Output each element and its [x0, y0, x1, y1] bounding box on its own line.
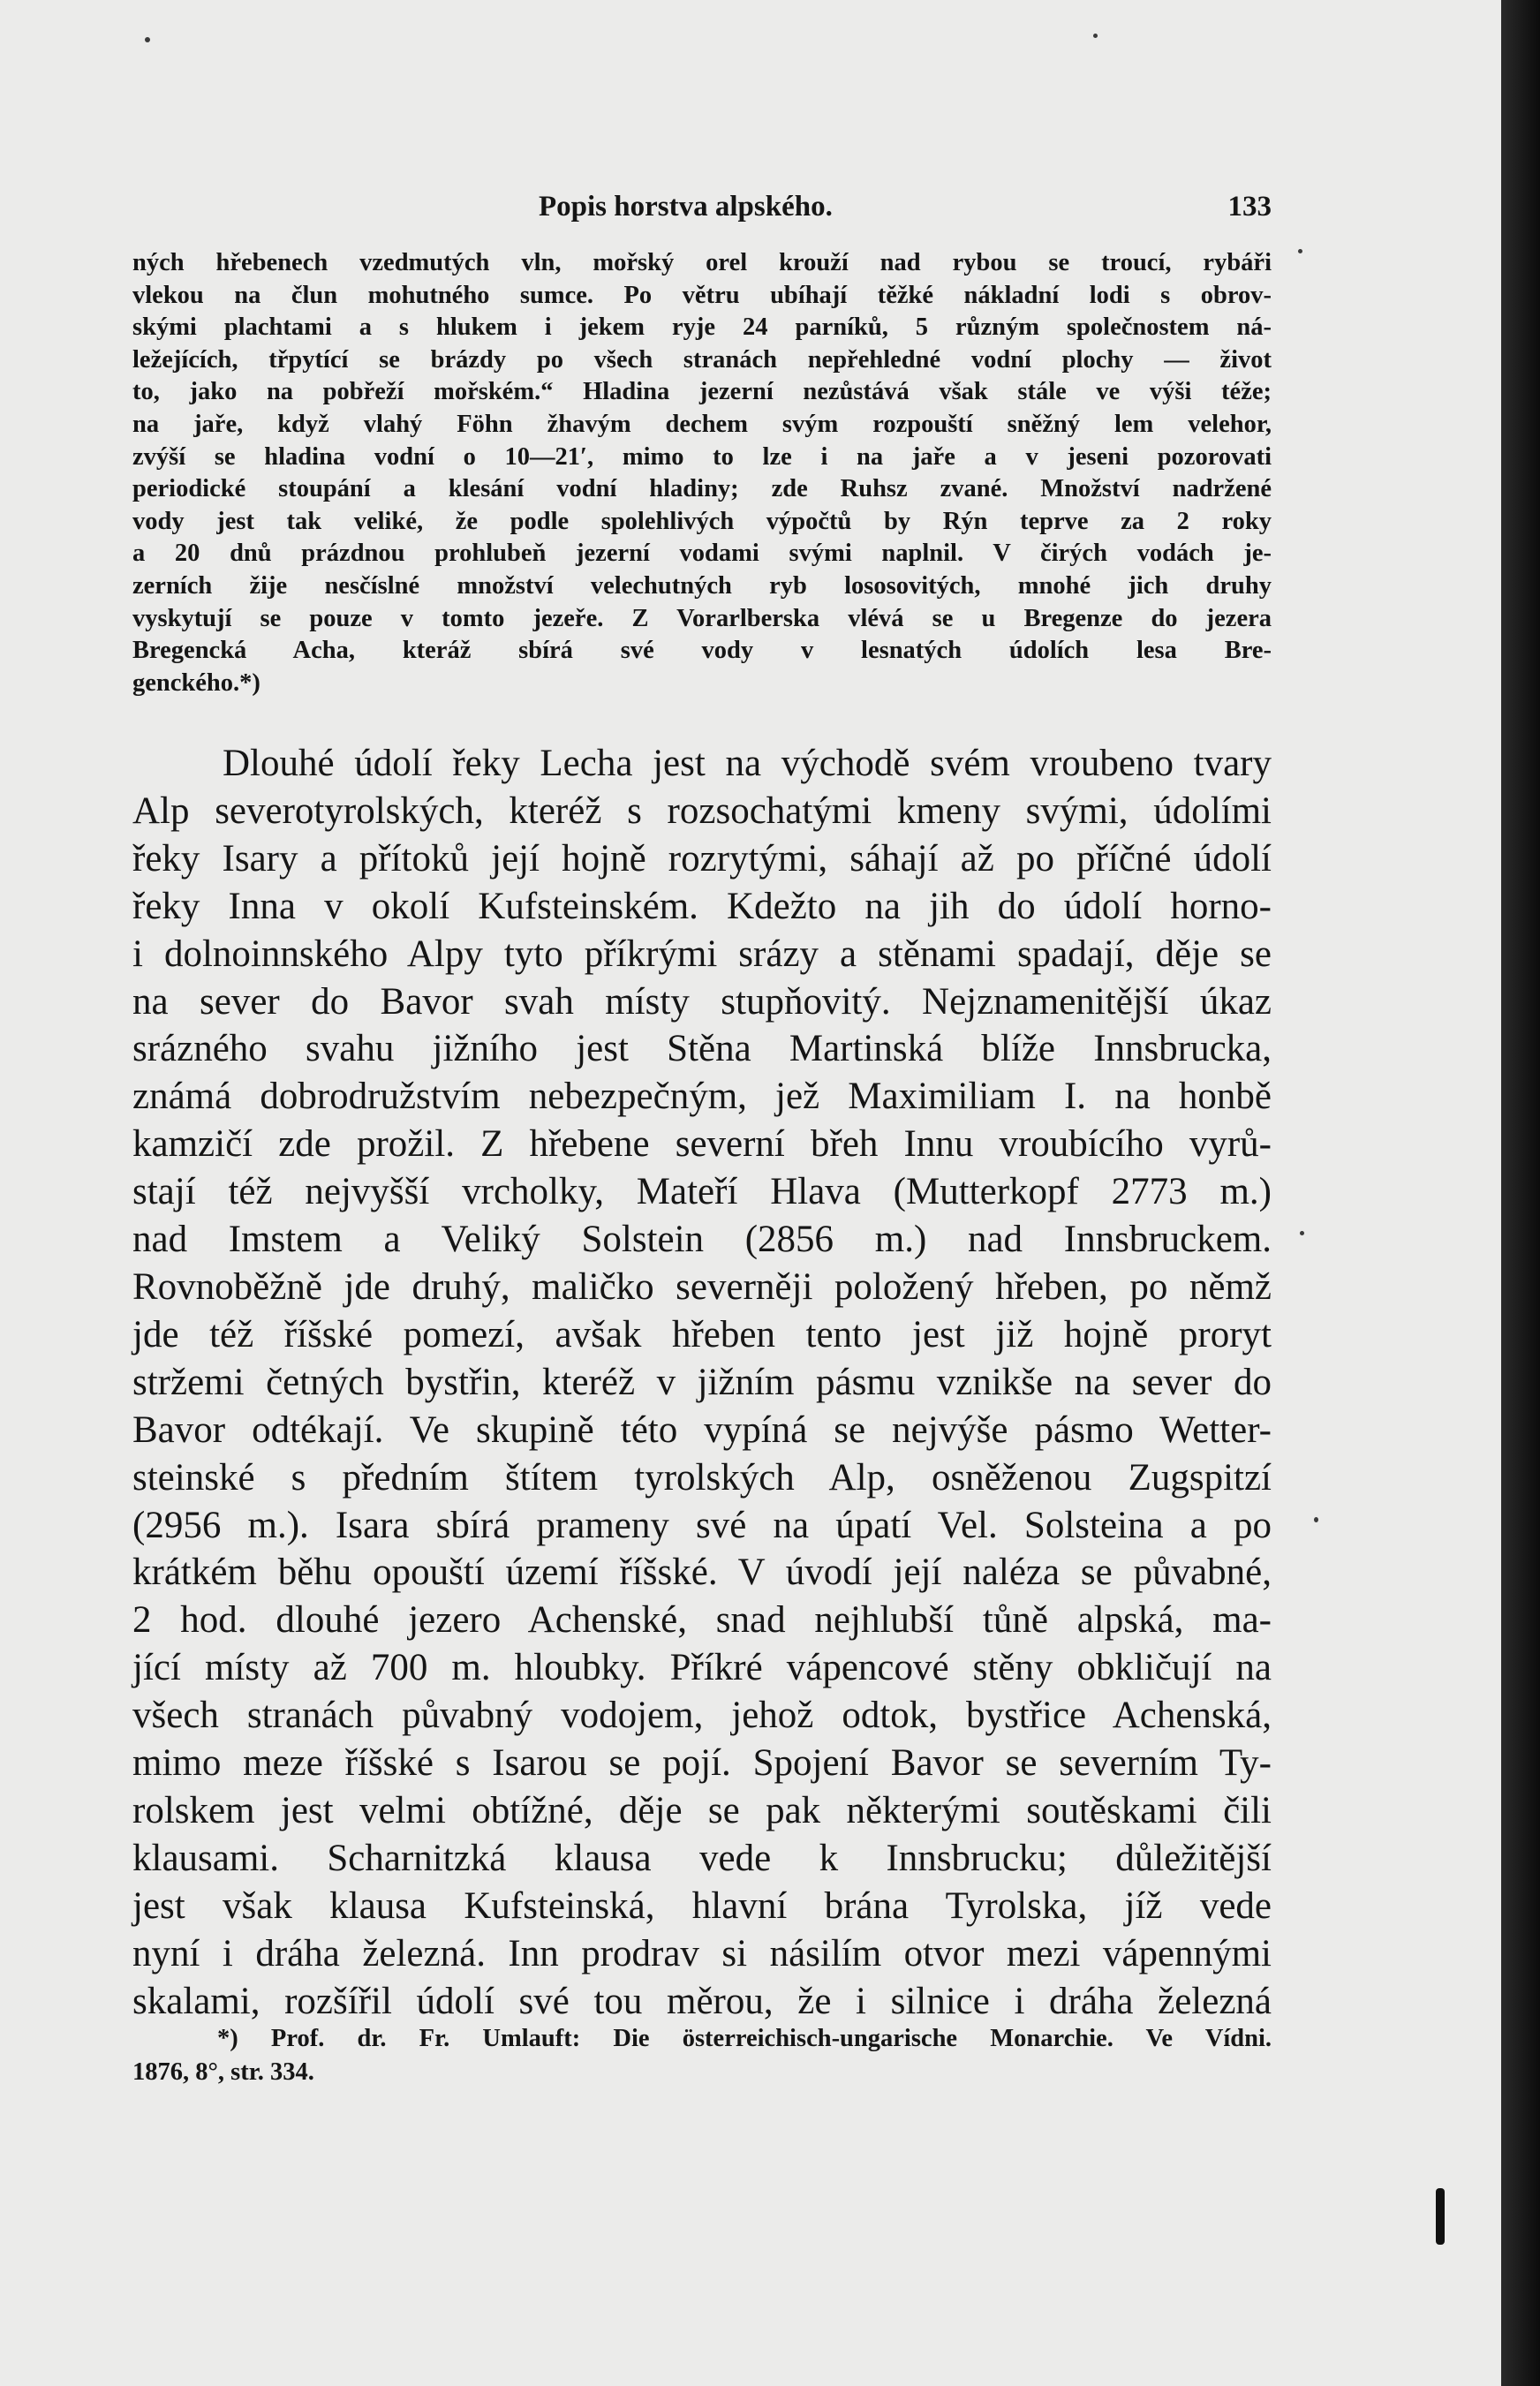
footnote: [132, 2022, 1272, 2089]
text-line: srázného svahu jižního jest Stěna Martinská blíže Innsbrucka,: [132, 1028, 1272, 1070]
text-line: skalami, rozšířil údolí své tou měrou, že i silnice i dráha železná: [132, 1980, 1272, 2022]
text-line: Alp severotyrolských, kteréž s rozsochatými kmeny svými, údolími: [132, 789, 1272, 832]
text-line: Rovnoběžně jde druhý, maličko severněji položený hřeben, po němž: [132, 1265, 1272, 1308]
scan-speck: [1300, 1231, 1304, 1235]
text-line: všech stranách půvabný vodojem, jehož odtok, bystřice Achenská,: [132, 1695, 1272, 1737]
scan-speck: [1298, 249, 1302, 253]
text-line: zerních žije nesčíslné množství velechutných ryb lososovitých, mnohé jich druhy: [132, 571, 1272, 600]
page-number: 133: [1227, 191, 1272, 223]
page-header: [132, 187, 1272, 233]
text-line: stají též nejvyšší vrcholky, Mateří Hlava (Mutterkopf 2773 m.): [132, 1171, 1272, 1213]
footnote-line: *) Prof. dr. Fr. Umlauft: Die österreichisch-ungarische Monarchie. Ve Vídni.: [217, 2025, 1272, 2052]
text-line: i dolnoinnského Alpy tyto příkrými srázy a stěnami spadají, děje se: [132, 933, 1272, 975]
text-line: jest však klausa Kufsteinská, hlavní brána Tyrolska, jíž vede: [132, 1884, 1272, 1927]
main-paragraph: [132, 740, 1272, 2025]
text-line: a 20 dnů prázdnou prohlubeň jezerní vodami svými naplnil. V čirých vodách je-: [132, 540, 1272, 568]
text-line: řeky Isary a přítoků její hojně rozrytými, sáhají až po příčné údolí: [132, 837, 1272, 880]
scan-border: [1501, 0, 1540, 2386]
scan-speck: [1093, 34, 1098, 38]
text-line: klausami. Scharnitzká klausa vede k Innsbrucku; důležitější: [132, 1837, 1272, 1879]
text-line: to, jako na pobřeží mořském.“ Hladina jezerní nezůstává však stále ve výši téže;: [132, 378, 1272, 406]
text-line: kamzičí zde prožil. Z hřebene severní břeh Innu vroubícího vyrů-: [132, 1123, 1272, 1166]
text-line: krátkém běhu opouští území říšské. V úvodí její naléza se půvabné,: [132, 1552, 1272, 1594]
text-line: mimo meze říšské s Isarou se pojí. Spojení Bavor se severním Ty-: [132, 1742, 1272, 1785]
text-line: vody jest tak veliké, že podle spolehlivých výpočtů by Rýn teprve za 2 roky: [132, 507, 1272, 535]
scan-speck: [1314, 1517, 1318, 1522]
text-line: vlekou na člun mohutného sumce. Po větru ubíhají těžké nákladní lodi s obrov-: [132, 281, 1272, 309]
text-line: zvýší se hladina vodní o 10—21′, mimo to lze i na jaře a v jeseni pozorovati: [132, 442, 1272, 471]
text-line: periodické stoupání a klesání vodní hladiny; zde Ruhsz zvané. Množství nadržené: [132, 475, 1272, 503]
running-title: Popis horstva alpského.: [539, 191, 833, 223]
text-line: stržemi četných bystřin, kteréž v jižním pásmu vznikše na sever do: [132, 1361, 1272, 1403]
text-line: jde též říšské pomezí, avšak hřeben tento jest již hojně proryt: [132, 1313, 1272, 1355]
small-print-paragraph: [132, 247, 1272, 699]
text-line: na sever do Bavor svah místy stupňovitý. Nejznamenitější úkaz: [132, 980, 1272, 1023]
text-line: řeky Inna v okolí Kufsteinském. Kdežto na jih do údolí horno-: [132, 885, 1272, 927]
scan-speck: [145, 37, 150, 42]
text-line: Bregencká Acha, kteráž sbírá své vody v lesnatých údolích lesa Bre-: [132, 637, 1272, 665]
text-line: (2956 m.). Isara sbírá prameny své na úpatí Vel. Solsteina a po: [132, 1504, 1272, 1546]
text-line: na jaře, když vlahý Föhn žhavým dechem svým rozpouští sněžný lem velehor,: [132, 410, 1272, 438]
text-line: nad Imstem a Veliký Solstein (2856 m.) nad Innsbruckem.: [132, 1219, 1272, 1261]
text-line: skými plachtami a s hlukem i jekem ryje 24 parníků, 5 různým společnostem ná-: [132, 313, 1272, 342]
text-line: vyskytují se pouze v tomto jezeře. Z Vorarlberska vlévá se u Bregenze do jezera: [132, 604, 1272, 632]
text-line: známá dobrodružstvím nebezpečným, jež Maximiliam I. na honbě: [132, 1076, 1272, 1118]
text-line: Bavor odtékají. Ve skupině této vypíná se nejvýše pásmo Wetter-: [132, 1408, 1272, 1451]
text-line: nyní i dráha železná. Inn prodrav si násilím otvor mezi vápennými: [132, 1932, 1272, 1974]
text-line: steinské s předním štítem tyrolských Alp, osněženou Zugspitzí: [132, 1456, 1272, 1499]
text-line: ležejících, třpytící se brázdy po všech stranách nepřehledné vodní plochy — život: [132, 345, 1272, 374]
footnote-line: 1876, 8°, str. 334.: [132, 2058, 314, 2086]
text-line: genckého.*): [132, 668, 260, 697]
text-line: Dlouhé údolí řeky Lecha jest na východě svém vroubeno tvary: [223, 743, 1272, 784]
text-line: jící místy až 700 m. hloubky. Příkré vápencové stěny obkličují na: [132, 1647, 1272, 1689]
text-line: rolskem jest velmi obtížné, děje se pak některými soutěskami čili: [132, 1789, 1272, 1831]
text-line: ných hřebenech vzedmutých vln, mořský orel krouží nad rybou se troucí, rybáři: [132, 249, 1272, 276]
ink-mark: [1436, 2188, 1445, 2245]
text-line: 2 hod. dlouhé jezero Achenské, snad nejhlubší tůně alpská, ma-: [132, 1599, 1272, 1642]
